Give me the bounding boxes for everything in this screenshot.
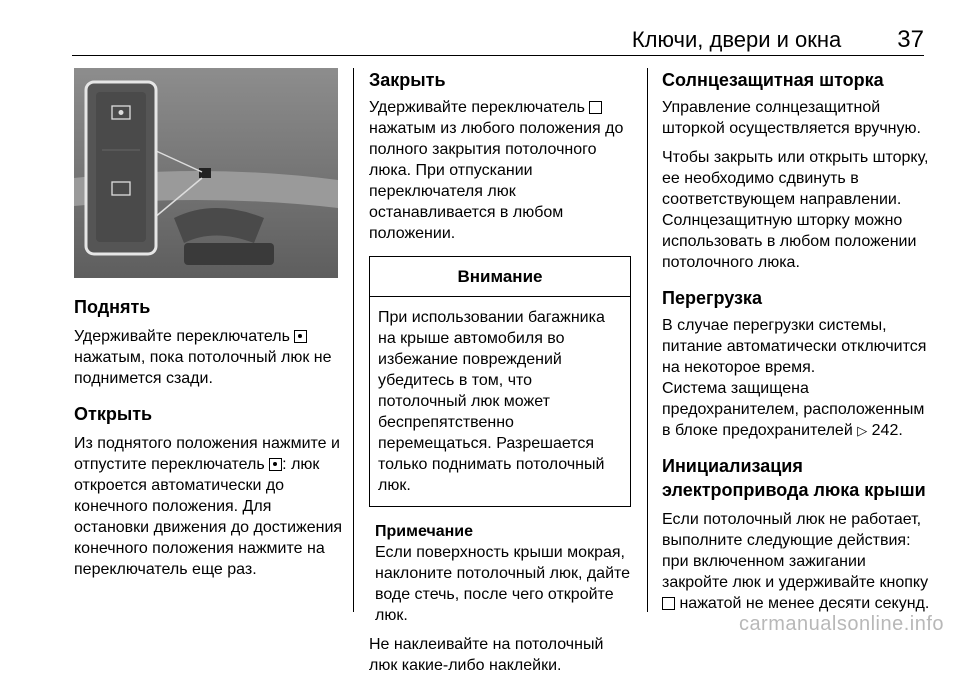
warning-text: При использовании багажника на крыше автомобиля во избежание повреждений убедитесь в том, что потолочный люк может беспрепятственно перемещаться. Разрешается только поднимать потолочный люк. xyxy=(378,309,605,494)
warning-title: Внимание xyxy=(370,257,630,297)
overload-text-2: Система защищена предохранителем, расположенным в блоке предохранителей xyxy=(662,380,925,439)
init-text-2: нажатой не менее десяти секунд. xyxy=(679,595,930,612)
open-text-2: : люк откроется автоматически до конечного положения. Для остановки движения до достижения конечного положения нажмите на переключатель еще раз. xyxy=(74,456,343,578)
watermark: carmanualsonline.info xyxy=(738,613,944,635)
overload-text-1: В случае перегрузки системы, питание автоматически отключится на некоторое время. xyxy=(662,317,927,376)
sunroof-tilt-icon xyxy=(269,458,282,471)
raise-text-2: нажатым, пока потолочный люк не поднимется сзади. xyxy=(74,349,332,387)
init-heading: Инициализация электропривода люка крыши xyxy=(662,456,926,500)
column-divider-2 xyxy=(647,68,648,612)
close-text-2: нажатым из любого положения до полного закрытия потолочного люка. При отпускании переключателя люк останавливается в любом положении. xyxy=(369,120,624,242)
middle-column xyxy=(369,68,635,676)
raise-text-1: Удерживайте переключатель xyxy=(74,328,290,345)
note-title: Примечание xyxy=(375,523,474,540)
sunroof-close-icon xyxy=(589,101,602,114)
warning-box xyxy=(369,256,631,507)
close-heading: Закрыть xyxy=(369,70,446,90)
header-rule xyxy=(72,55,924,56)
column-divider-1 xyxy=(353,68,354,612)
close-text-1: Удерживайте переключатель xyxy=(369,99,585,116)
init-text-1: Если потолочный люк не работает, выполните следующие действия: при включенном зажигании закройте люк и удерживайте кнопку xyxy=(662,511,929,591)
open-text-1: Из поднятого положения нажмите и отпустите переключатель xyxy=(74,435,340,473)
raise-heading: Поднять xyxy=(74,297,151,317)
blind-text-2: Чтобы закрыть или открыть шторку, ее необходимо сдвинуть в соответствующем направлении. Солнцезащитную шторку можно использовать в любом положении потолочного люка. xyxy=(662,149,929,271)
left-column xyxy=(74,68,344,580)
page-number: 37 xyxy=(897,26,924,53)
open-heading: Открыть xyxy=(74,404,153,424)
overload-page-ref[interactable]: 242. xyxy=(871,422,903,439)
page-ref-arrow-icon: ▷ xyxy=(857,423,868,438)
sunroof-switch-photo xyxy=(74,68,338,278)
right-column xyxy=(662,68,930,614)
page-header xyxy=(632,26,924,54)
sunroof-tilt-icon xyxy=(294,330,307,343)
page-header-title: Ключи, двери и окна xyxy=(631,27,842,52)
sunroof-close-icon xyxy=(662,597,675,610)
blind-text-1: Управление солнцезащитной шторкой осуществляется вручную. xyxy=(662,99,921,137)
sticker-text: Не наклеивайте на потолочный люк какие-либо наклейки. xyxy=(369,636,604,674)
overload-heading: Перегрузка xyxy=(662,288,762,308)
blind-heading: Солнцезащитная шторка xyxy=(662,70,884,90)
note-text: Если поверхность крыши мокрая, наклоните потолочный люк, дайте воде стечь, после чего откройте люк. xyxy=(375,544,631,624)
